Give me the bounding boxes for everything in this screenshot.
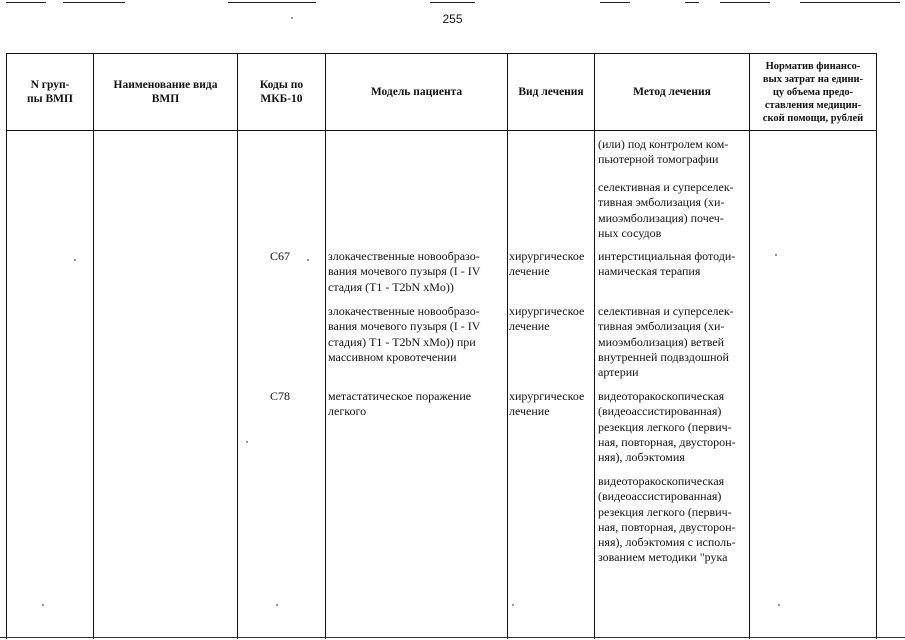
scan-dot bbox=[246, 441, 248, 443]
column-divider bbox=[749, 131, 750, 639]
header-cost-norm: Норматив финансо- вых затрат на едини- цу объема предо- ставления медицин- ской помощи, рублей bbox=[762, 60, 864, 124]
scan-dot bbox=[276, 604, 278, 606]
header-treatment-type: Вид лечения bbox=[508, 54, 595, 130]
table-row-code: C78 bbox=[270, 389, 291, 403]
column-divider bbox=[594, 131, 595, 639]
table-row-method: селективная и суперселек- тивная эмболизация (хи- миоэмболизация) почеч- ных сосудов bbox=[598, 180, 734, 240]
header-icd-codes: Коды по МКБ-10 bbox=[238, 54, 326, 130]
table-row-code: C67 bbox=[270, 249, 291, 263]
column-divider bbox=[507, 131, 508, 639]
header-patient-model: Модель пациента bbox=[326, 54, 508, 130]
scan-dot bbox=[74, 259, 76, 261]
column-divider bbox=[237, 131, 238, 639]
scan-mark bbox=[63, 2, 125, 3]
header-group-number: N груп- пы ВМП bbox=[7, 54, 94, 130]
column-divider bbox=[6, 131, 7, 639]
table-row-model: злокачественные новообразо- вания мочевого пузыря (I - IV стадия (T1 - T2bN xMo)) bbox=[328, 249, 481, 294]
column-divider bbox=[93, 131, 94, 639]
scan-dot bbox=[307, 259, 309, 261]
table-row-method: видеоторакоскопическая (видеоассистированная) резекция легкого (первич- ная, повторная, двусторон- няя), лобэктомия с исполь- зованием методики "рука bbox=[598, 474, 736, 565]
scan-bottom-edge bbox=[0, 637, 905, 638]
header-treatment-method: Метод лечения bbox=[595, 54, 750, 130]
scan-mark bbox=[430, 2, 475, 3]
scan-dot bbox=[512, 604, 514, 606]
table-row-treatment: хирургическое лечение bbox=[509, 249, 585, 279]
table-row-method: видеоторакоскопическая (видеоассистированная) резекция легкого (первич- ная, повторная, двусторон- няя), лобэктомия bbox=[598, 389, 736, 465]
table-row-model: злокачественные новообразо- вания мочевого пузыря (I - IV стадия) T1 - T2bN xMo)) при массивном кровотечении bbox=[328, 304, 481, 364]
scan-mark bbox=[685, 2, 699, 3]
column-divider bbox=[325, 131, 326, 639]
header-vmp-name: Наименование вида ВМП bbox=[94, 54, 238, 130]
scan-mark bbox=[228, 2, 316, 3]
table-row-method: селективная и суперселек- тивная эмболизация (хи- миоэмболизация) ветвей внутренней подвздошной артерии bbox=[598, 304, 734, 380]
scan-mark bbox=[600, 2, 630, 3]
table-row-method: (или) под контролем ком- пьютерной томографии bbox=[598, 137, 729, 167]
table-row-treatment: хирургическое лечение bbox=[509, 389, 585, 419]
table-row-method: интерстициальная фотоди- намическая терапия bbox=[598, 249, 736, 279]
scan-dot bbox=[775, 254, 777, 256]
scan-mark bbox=[800, 2, 900, 3]
table-row-model: метастатическое поражение легкого bbox=[328, 389, 472, 419]
scan-mark bbox=[720, 2, 770, 3]
column-divider bbox=[876, 131, 877, 639]
scan-dot bbox=[42, 604, 44, 606]
table-row-treatment: хирургическое лечение bbox=[509, 304, 585, 334]
page-number: 255 bbox=[442, 12, 463, 26]
table-header bbox=[6, 53, 877, 131]
scan-dot bbox=[291, 17, 293, 19]
scan-dot bbox=[778, 604, 780, 606]
scan-mark bbox=[6, 2, 46, 3]
